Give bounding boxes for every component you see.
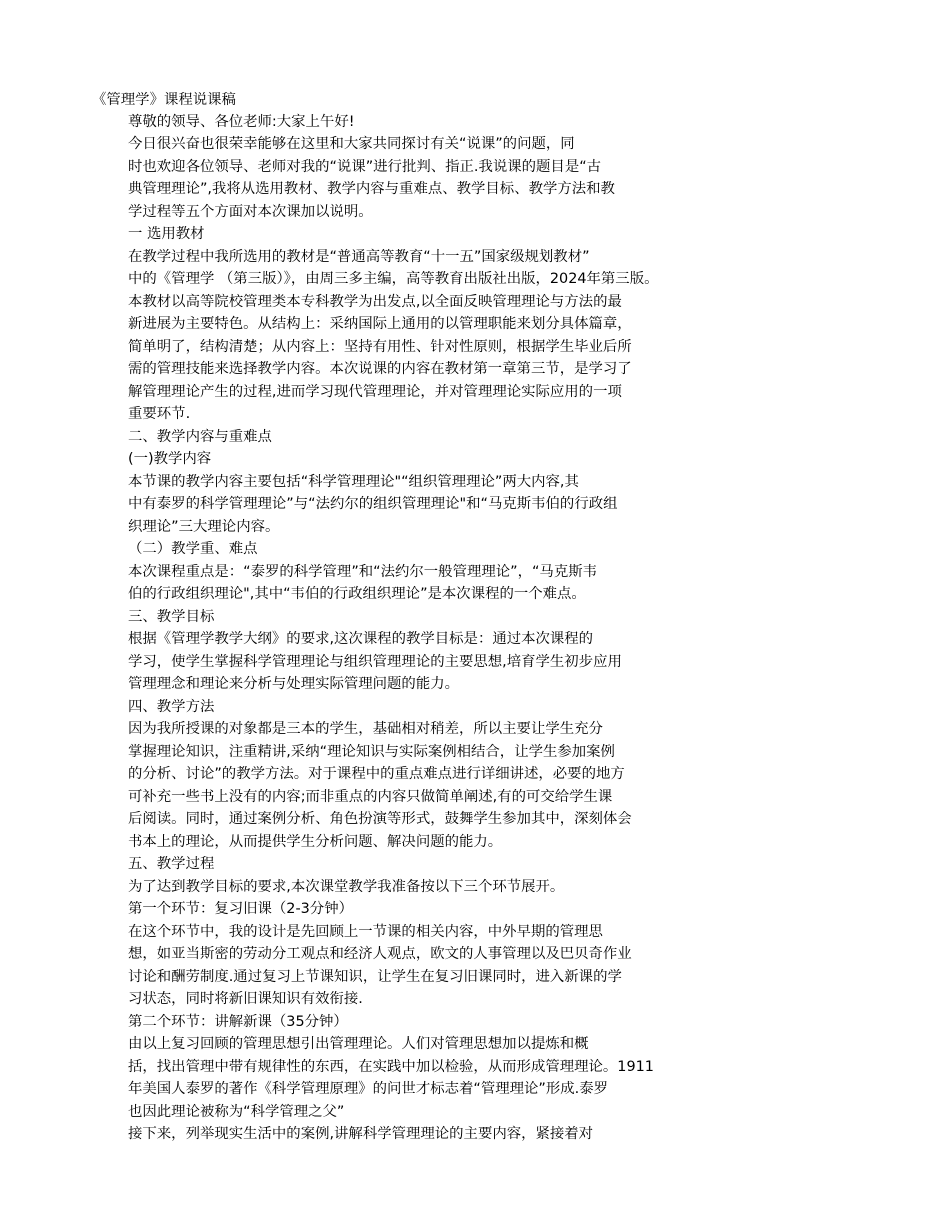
document-line: 二、教学内容与重难点	[128, 428, 272, 445]
document-line: 因为我所授课的对象都是三本的学生，基础相对稍差，所以主要让学生充分	[128, 721, 603, 737]
document-line: 想，如亚当斯密的劳动分工观点和经济人观点，欧文的人事管理以及巴贝奇作业	[128, 946, 632, 962]
document-line: 年美国人泰罗的著作《科学管理原理》的问世才标志着“管理理论”形成.泰罗	[128, 1081, 608, 1097]
document-line: 括，找出管理中带有规律性的东西，在实践中加以检验，从而形成管理理论。1911	[128, 1058, 654, 1075]
document-line: 讨论和酬劳制度.通过复习上节课知识，让学生在复习旧课同时，进入新课的学	[128, 968, 622, 985]
document-line: 重要环节.	[128, 406, 191, 422]
document-line: 今日很兴奋也很荣幸能够在这里和大家共同探讨有关“说课”的问题，同	[128, 136, 575, 152]
document-line: 中的《管理学 （第三版）》，由周三多主编，高等教育出版社出版，2024年第三版。	[128, 271, 659, 287]
document-line: 本节课的教学内容主要包括“科学管理理论"“组织管理理论”两大内容,其	[128, 473, 579, 490]
document-line: 由以上复习回顾的管理思想引出管理理论。人们对管理思想加以提炼和概	[128, 1036, 589, 1052]
document-line: 本次课程重点是：“泰罗的科学管理”和“法约尔一般管理理论”，“马克斯韦	[128, 563, 597, 580]
document-line: 可补充一些书上没有的内容;而非重点的内容只做简单阐述,有的可交给学生课	[128, 788, 613, 805]
document-line: 掌握理论知识，注重精讲,采纳“理论知识与实际案例相结合，让学生参加案例	[128, 743, 615, 760]
document-line: 四、教学方法	[128, 698, 215, 715]
document-line: 在教学过程中我所选用的教材是“普通高等教育“十一五”国家级规划教材”	[128, 248, 590, 265]
document-line: 尊敬的领导、各位老师:大家上午好!	[128, 113, 355, 130]
document-line: 本教材以高等院校管理类本专科教学为出发点,以全面反映管理理论与方法的最	[128, 293, 622, 310]
document-line: 伯的行政组织理论",其中“韦伯的行政组织理论”是本次课程的一个难点。	[128, 586, 586, 602]
document-line: 新进展为主要特色。从结构上：采纳国际上通用的以管理职能来划分具体篇章，	[128, 316, 632, 332]
document-line: 书本上的理论，从而提供学生分析问题、解决问题的能力。	[128, 833, 503, 850]
document-line: 管理理念和理论来分析与处理实际管理问题的能力。	[128, 676, 459, 692]
document-line: 典管理理论”,我将从选用教材、教学内容与重难点、教学目标、教学方法和教	[128, 181, 615, 197]
document-line: (一)教学内容	[128, 451, 212, 467]
document-title: 《管理学》课程说课稿	[92, 92, 236, 108]
document-line: 为了达到教学目标的要求,本次课堂教学我准备按以下三个环节展开。	[128, 878, 565, 895]
document-line: 织理论”三大理论内容。	[128, 518, 280, 535]
document-line: 时也欢迎各位领导、老师对我的“说课”进行批判、指正.我说课的题目是“古	[128, 158, 602, 175]
document-line: 中有泰罗的科学管理理论”与“法约尔的组织管理理论"和“马克斯韦伯的行政组	[128, 496, 618, 512]
document-line: 学过程等五个方面对本次课加以说明。	[128, 203, 373, 220]
document-line: （二）教学重、难点	[128, 541, 258, 557]
document-line: 习状态，同时将新旧课知识有效衔接.	[128, 991, 363, 1007]
document-line: 第二个环节：讲解新课（35分钟）	[128, 1013, 348, 1030]
document-line: 一 选用教材	[128, 226, 205, 242]
document-line: 需的管理技能来选择教学内容。本次说课的内容在教材第一章第三节，是学习了	[128, 361, 632, 377]
document-line: 学习，使学生掌握科学管理理论与组织管理理论的主要思想,培育学生初步应用	[128, 653, 622, 670]
document-line: 在这个环节中，我的设计是先回顾上一节课的相关内容，中外早期的管理思	[128, 923, 603, 940]
document-line: 也因此理论被称为“科学管理之父”	[128, 1103, 345, 1120]
document-line: 第一个环节：复习旧课（2-3分钟）	[128, 901, 353, 917]
document-line: 根据《管理学教学大纲》的要求,这次课程的教学目标是：通过本次课程的	[128, 631, 594, 647]
document-line: 接下来，列举现实生活中的案例,讲解科学管理理论的主要内容，紧接着对	[128, 1126, 594, 1142]
document-line: 简单明了，结构清楚；从内容上：坚持有用性、针对性原则，根据学生毕业后所	[128, 338, 632, 355]
document-line: 五、教学过程	[128, 856, 215, 872]
document-line: 解管理理论产生的过程,进而学习现代管理理论，并对管理理论实际应用的一项	[128, 383, 622, 400]
document-line: 三、教学目标	[128, 608, 215, 625]
document-line: 后阅读。同时，通过案例分析、角色扮演等形式，鼓舞学生参加其中，深刻体会	[128, 811, 632, 827]
document-line: 的分析、讨论”的教学方法。对于课程中的重点难点进行详细讲述，必要的地方	[128, 766, 625, 782]
